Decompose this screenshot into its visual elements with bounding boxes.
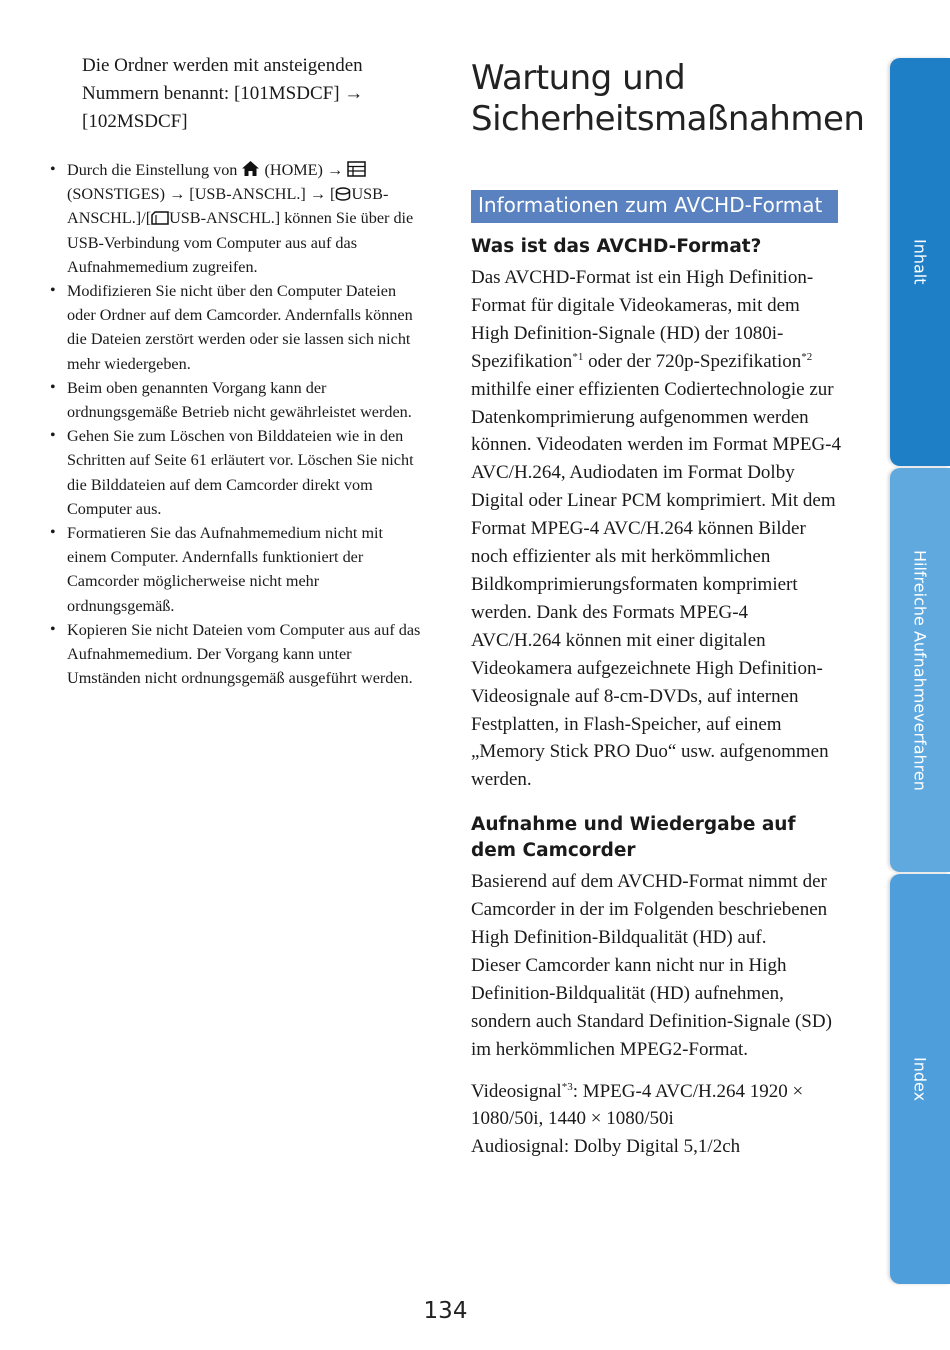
bullet-usb-connection — [50, 158, 425, 279]
avchd-description-b: oder der 720p-Spezifikation — [583, 350, 802, 372]
memory-card-icon — [151, 211, 169, 225]
bullet-text-e: USB-ANSCHL.] können Sie über die USB-Verbindung vom Computer aus auf das Aufnahmemedium zugreifen. — [67, 209, 414, 276]
tab-inhalt[interactable] — [890, 58, 950, 466]
avchd-description-a: Das AVCHD-Format ist ein High Definition-Format für digitale Videokameras, mit dem High Definition-Signale (HD) der 1080i-Spezifikation — [471, 267, 814, 372]
bullet-text-a: Durch die Einstellung von — [67, 161, 238, 179]
footnote-ref-3: *3 — [561, 1080, 573, 1093]
page-title-line1: Wartung und — [471, 58, 686, 98]
right-column — [471, 58, 865, 1161]
tab-inhalt-label: Inhalt — [910, 239, 930, 285]
recording-paragraph: Basierend auf dem AVCHD-Format nimmt der Camcorder in der im Folgenden beschriebenen High Definition-Bildqualität (HD) auf. — [471, 871, 828, 949]
bullet-item: • Modifizieren Sie nicht über den Computer Dateien oder Ordner auf dem Camcorder. Andernfalls können die Dateien zerstört werden oder sie lassen sich nicht mehr wiedergeben. — [50, 279, 425, 376]
audio-signal-spec: Audiosignal: Dolby Digital 5,1/2ch — [471, 1136, 741, 1158]
bullet-item: • Formatieren Sie das Aufnahmemedium nicht mit einem Computer. Andernfalls funktioniert der Camcorder möglicherweise nicht mehr ordnungsgemäß. — [50, 521, 425, 618]
tab-hilfreiche-label: Hilfreiche Aufnahmeverfahren — [910, 549, 930, 791]
video-signal-value: : MPEG-4 AVC/H.264 1920 × 1080/50i, 1440 × 1080/50i — [471, 1080, 804, 1130]
hdd-icon — [335, 187, 351, 201]
bullet-text-d: USB-ANSCHL.]/[ — [67, 185, 389, 228]
section-heading: Informationen zum AVCHD-Format — [471, 190, 838, 223]
tab-index-label: Index — [910, 1056, 930, 1102]
tab-index[interactable] — [890, 874, 950, 1284]
avchd-description-c: mithilfe einer effizienten Codiertechnologie zur Datenkomprimierung aufgenommen werden können. Videodaten werden im Format MPEG-4 AVC/H.264, Audiodaten im Format Dolby Digital oder Linear PCM komprimiert. Mit dem Format MPEG-4 AVC/H.264 können Bilder noch effizienter als mit herkömmlichen Bildkomprimierungsformaten komprimiert werden. Dank des Formats MPEG-4 AVC/H.264 können mit einer digitalen Videokamera aufgezeichnete High Definition-Videosignale auf 8-cm-DVDs, auf internen Festplatten, in Flash-Speicher, auf einem „Memory Stick PRO Duo“ usw. aufgenommen werden. — [471, 378, 841, 791]
footnote-ref-1: *1 — [572, 350, 584, 363]
folder-naming-note: Die Ordner werden mit ansteigenden Nummern benannt: [101MSDCF] → [102MSDCF] — [82, 55, 364, 132]
page-title — [471, 58, 865, 140]
side-navigation — [890, 58, 950, 1284]
bullet-text-c: (SONSTIGES) → [USB-ANSCHL.] → [ — [67, 185, 336, 204]
bullet-text-b: (HOME) → — [264, 161, 344, 179]
sd-paragraph: Dieser Camcorder kann nicht nur in High Definition-Bildqualität (HD) aufnehmen, sondern auch Standard Definition-Signale (SD) im herkömmlichen MPEG2-Format. — [471, 954, 832, 1060]
tab-hilfreiche-aufnahmeverfahren[interactable] — [890, 468, 950, 872]
page-title-line2: Sicherheitsmaßnahmen — [471, 99, 865, 139]
video-signal-label: Videosignal — [471, 1080, 562, 1102]
bullet-list — [50, 158, 425, 690]
bullet-item: • Kopieren Sie nicht Dateien vom Computer aus auf das Aufnahmemedium. Der Vorgang kann unter Umständen nicht ordnungsgemäß ausgeführt werden. — [50, 618, 425, 691]
video-signal-spec — [471, 1078, 841, 1134]
subheading-recording-playback: Aufnahme und Wiedergabe auf dem Camcorder — [471, 814, 796, 862]
left-column — [50, 52, 425, 690]
avchd-description — [471, 264, 841, 794]
others-menu-icon — [347, 161, 366, 177]
subheading-what-is-avchd: Was ist das AVCHD-Format? — [471, 236, 762, 257]
home-icon — [241, 160, 260, 177]
bullet-item: • Beim oben genannten Vorgang kann der ordnungsgemäße Betrieb nicht gewährleistet werden. — [50, 376, 425, 424]
bullet-item: • Gehen Sie zum Löschen von Bilddateien wie in den Schritten auf Seite 61 erläutert vor. Löschen Sie nicht die Bilddateien auf dem Camcorder direkt vom Computer aus. — [50, 424, 425, 521]
page-number: 134 — [423, 1298, 468, 1324]
footnote-ref-2: *2 — [801, 350, 813, 363]
